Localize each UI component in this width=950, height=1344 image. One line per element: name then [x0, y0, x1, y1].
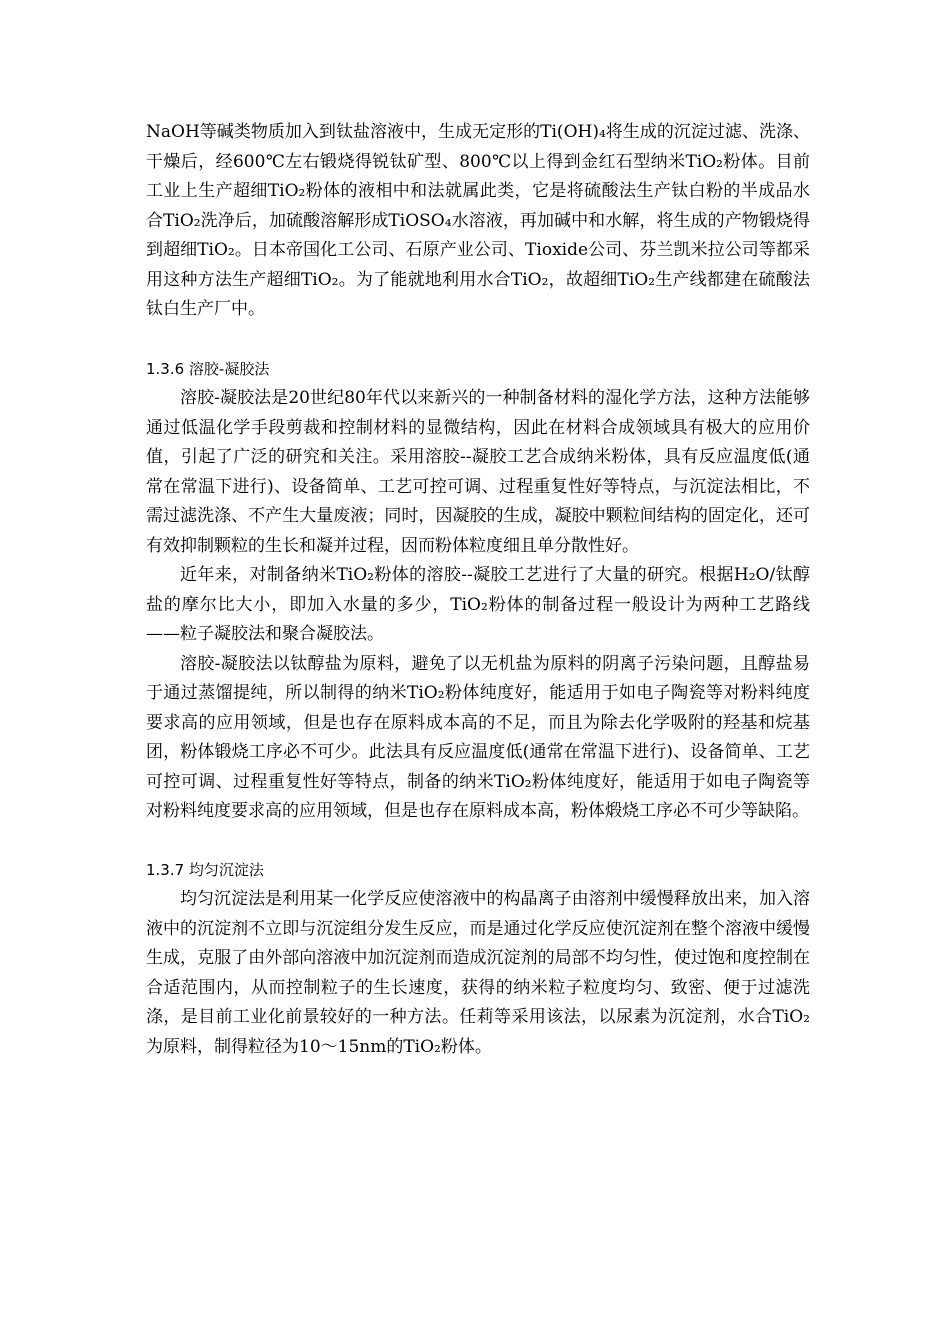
paragraph-sol-gel-research: 近年来，对制备纳米TiO₂粉体的溶胶--凝胶工艺进行了大量的研究。根据H₂O/钛醇盐的摩尔比大小，即加入水量的多少，TiO₂粉体的制备过程一般设计为两种工艺路线——粒子凝胶法和聚合凝胶法。: [146, 565, 810, 644]
document-body: [146, 118, 810, 1062]
paragraph-sol-gel-alkoxide: 溶胶-凝胶法以钛醇盐为原料，避免了以无机盐为原料的阴离子污染问题，且醇盐易于通过蒸馏提纯，所以制得的纳米TiO₂粉体纯度好，能适用于如电子陶瓷等对粉料纯度要求高的应用领域，但是也存在原料成本高的不足，而且为除去化学吸附的羟基和烷基团，粉体锻烧工序必不可少。此法具有反应温度低(通常在常温下进行)、设备简单、工艺可控可调、过程重复性好等特点，制备的纳米TiO₂粉体纯度好，能适用于如电子陶瓷等对粉料纯度要求高的应用领域，但是也存在原料成本高，粉体煅烧工序必不可少等缺陷。: [146, 653, 810, 821]
paragraph-homogeneous-precipitation: 均匀沉淀法是利用某一化学反应使溶液中的构晶离子由溶剂中缓慢释放出来，加入溶液中的沉淀剂不立即与沉淀组分发生反应，而是通过化学反应使沉淀剂在整个溶液中缓慢生成，克服了由外部向溶液中加沉淀剂而造成沉淀剂的局部不均匀性，使过饱和度控制在合适范围内，从而控制粒子的生长速度，获得的纳米粒子粒度均匀、致密、便于过滤洗涤，是目前工业化前景较好的一种方法。任莉等采用该法，以尿素为沉淀剂，水合TiO₂为原料，制得粒径为10～15nm的TiO₂粉体。: [146, 889, 810, 1057]
paragraph-liquid-neutralization: NaOH等碱类物质加入到钛盐溶液中，生成无定形的Ti(OH)₄将生成的沉淀过滤、洗涤、干燥后，经600℃左右锻烧得锐钛矿型、800℃以上得到金红石型纳米TiO₂粉体。目前工业上生产超细TiO₂粉体的液相中和法就属此类，它是将硫酸法生产钛白粉的半成品水合TiO₂洗净后，加硫酸溶解形成TiOSO₄水溶液，再加碱中和水解，将生成的产物锻烧得到超细TiO₂。日本帝国化工公司、石原产业公司、Tioxide公司、芬兰凯米拉公司等都采用这种方法生产超细TiO₂。为了能就地利用水合TiO₂，故超细TiO₂生产线都建在硫酸法钛白生产厂中。: [146, 122, 810, 319]
paragraph-sol-gel-intro: 溶胶-凝胶法是20世纪80年代以来新兴的一种制备材料的湿化学方法，这种方法能够通过低温化学手段剪裁和控制材料的显微结构，因此在材料合成领域具有极大的应用价值，引起了广泛的研究和关注。采用溶胶--凝胶工艺合成纳米粉体，具有反应温度低(通常在常温下进行)、设备简单、工艺可控可调、过程重复性好等特点，与沉淀法相比，不需过滤洗涤、不产生大量废液；同时，因凝胶的生成，凝胶中颗粒间结构的固定化，还可有效抑制颗粒的生长和凝并过程，因而粉体粒度细且单分散性好。: [146, 388, 810, 556]
spacer: [146, 325, 810, 355]
section-heading-sol-gel: 1.3.6 溶胶-凝胶法: [146, 359, 270, 378]
spacer: [146, 827, 810, 856]
section-heading-homogeneous-precipitation: 1.3.7 均匀沉淀法: [146, 860, 264, 879]
